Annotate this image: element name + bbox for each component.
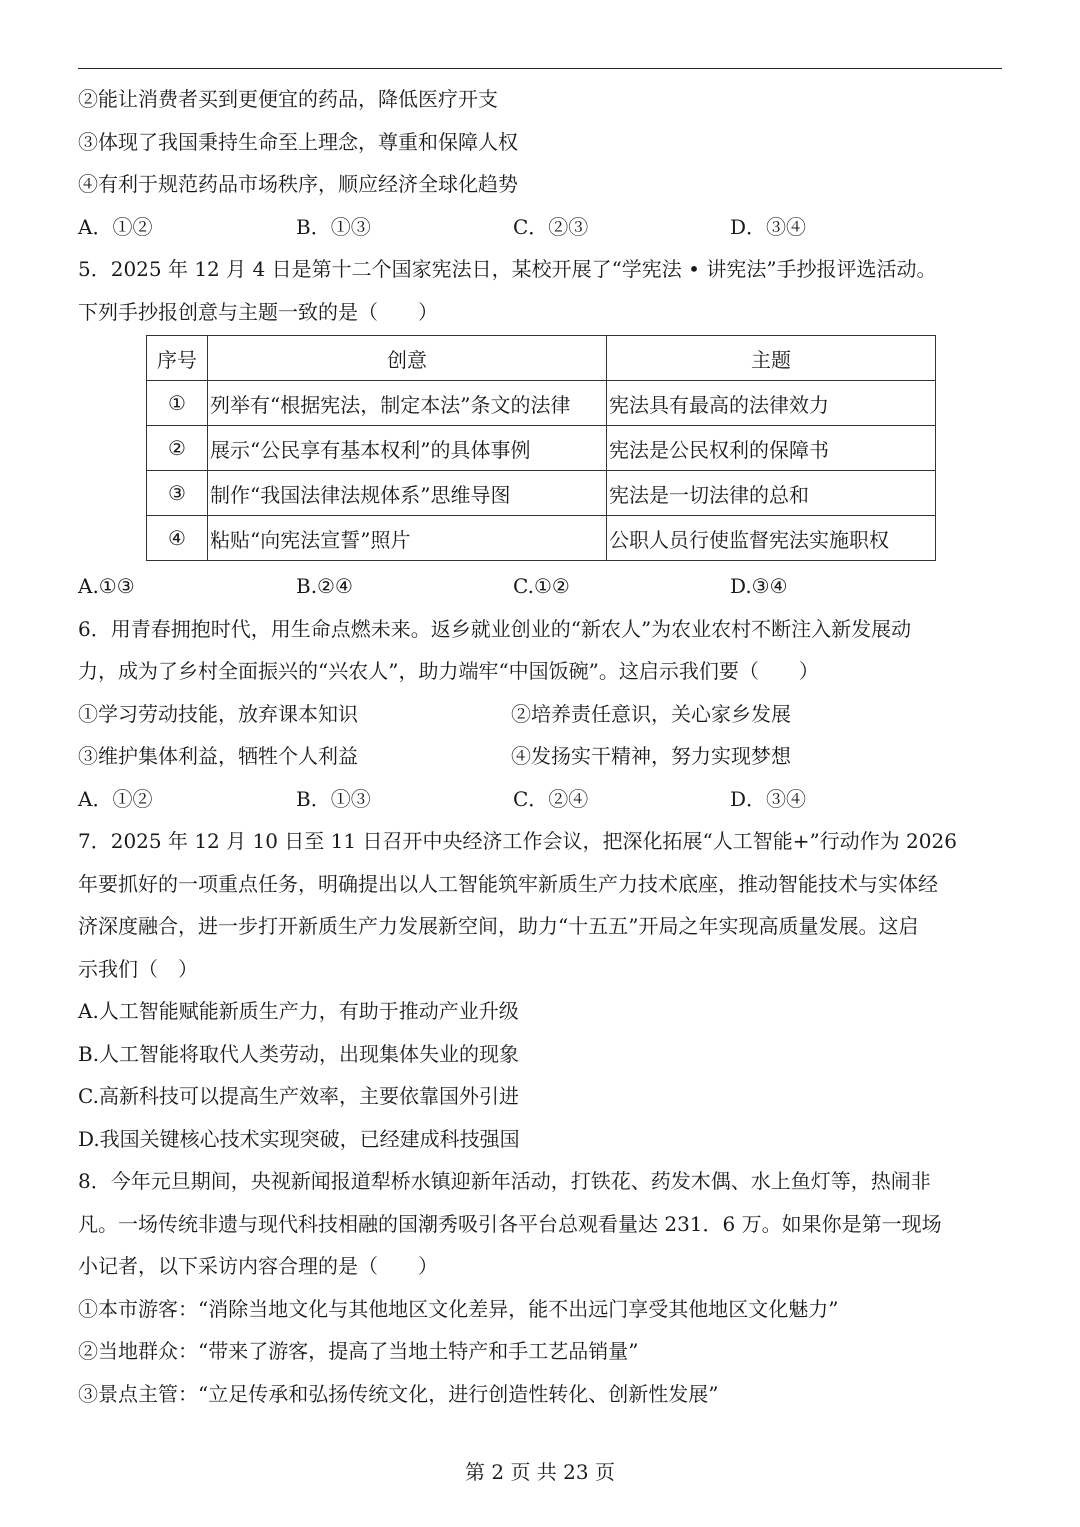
q4-choice: ③体现了我国秉持生命至上理念，尊重和保障人权 [78, 129, 518, 154]
q7-stem: 示我们（ ） [78, 956, 198, 981]
q7-option-d[interactable]: D.我国关键核心技术实现突破，已经建成科技强国 [78, 1126, 520, 1151]
header-rule [78, 68, 1002, 69]
q6-stem: 力，成为了乡村全面振兴的“兴农人”，助力端牢“中国饭碗”。这启示我们要（ ） [78, 659, 819, 683]
q5-option-a[interactable]: A.①③ [78, 574, 135, 598]
table-row [147, 516, 936, 561]
q4-option-d[interactable]: D．③④ [730, 214, 807, 239]
q6-choice-4: ④发扬实干精神，努力实现梦想 [511, 744, 791, 768]
q6-stem: 6．用青春拥抱时代，用生命点燃未来。返乡就业创业的“新农人”为农业农村不断注入新发展动 [78, 616, 912, 641]
q6-choices [78, 735, 1008, 778]
page-content [78, 78, 1008, 1415]
table-cell: ④ [147, 516, 208, 561]
q8-stem: 8．今年元旦期间，央视新闻报道犁桥水镇迎新年活动，打铁花、药发木偶、水上鱼灯等，热闹非 [78, 1169, 931, 1193]
q4-options [78, 206, 1008, 249]
q7-stem: 年要抓好的一项重点任务，明确提出以人工智能筑牢新质生产力技术底座，推动智能技术与实体经 [78, 871, 938, 896]
q4-choice: ②能让消费者买到更便宜的药品，降低医疗开支 [78, 87, 498, 111]
q8-stem: 小记者，以下采访内容合理的是（ ） [78, 1254, 438, 1278]
table-cell: ① [147, 381, 208, 426]
table-row [147, 381, 936, 426]
q5-table-wrap [146, 335, 1008, 561]
q7-option-a[interactable]: A.人工智能赋能新质生产力，有助于推动产业升级 [78, 999, 519, 1023]
q7-option-c[interactable]: C.高新科技可以提高生产效率，主要依靠国外引进 [78, 1084, 519, 1108]
q8-choice-2: ②当地群众：“带来了游客，提高了当地土特产和手工艺品销量” [78, 1339, 639, 1363]
q5-option-b[interactable]: B.②④ [296, 574, 353, 598]
table-cell: 宪法是公民权利的保障书 [607, 426, 936, 471]
q6-option-b[interactable]: B．①③ [296, 786, 371, 811]
q5-stem: 5．2025 年 12 月 4 日是第十二个国家宪法日，某校开展了“学宪法 • 讲宪法”手抄报评选活动。 [78, 257, 937, 281]
table-cell: 公职人员行使监督宪法实施职权 [607, 516, 936, 561]
q8-choice-1: ①本市游客：“消除当地文化与其他地区文化差异，能不出远门享受其他地区文化魅力” [78, 1296, 839, 1321]
table-cell: 展示“公民享有基本权利”的具体事例 [208, 426, 607, 471]
table-header: 主题 [607, 336, 936, 381]
q4-choice: ④有利于规范药品市场秩序，顺应经济全球化趋势 [78, 172, 518, 196]
q7-option-b[interactable]: B.人工智能将取代人类劳动，出现集体失业的现象 [78, 1041, 520, 1066]
table-cell: ② [147, 426, 208, 471]
q4-option-a[interactable]: A．①② [78, 214, 153, 239]
q4-option-b[interactable]: B．①③ [296, 214, 371, 239]
table-cell: 宪法具有最高的法律效力 [607, 381, 936, 426]
q4-option-c[interactable]: C．②③ [513, 214, 589, 239]
q7-stem: 7．2025 年 12 月 10 日至 11 日召开中央经济工作会议，把深化拓展“人工智能+”行动作为 2026 [78, 829, 957, 853]
q5-table [146, 335, 936, 561]
q6-choices [78, 693, 1008, 736]
q6-option-a[interactable]: A．①② [78, 786, 153, 811]
table-cell: ③ [147, 471, 208, 516]
q6-choice-1: ①学习劳动技能，放弃课本知识 [78, 701, 358, 726]
q8-choice-3: ③景点主管：“立足传承和弘扬传统文化，进行创造性转化、创新性发展” [78, 1381, 719, 1406]
q6-option-d[interactable]: D．③④ [730, 786, 807, 811]
q6-options [78, 778, 1008, 821]
table-row [147, 471, 936, 516]
q5-option-c[interactable]: C.①② [513, 574, 570, 598]
q6-option-c[interactable]: C．②④ [513, 786, 589, 811]
q6-choice-3: ③维护集体利益，牺牲个人利益 [78, 744, 358, 768]
table-row [147, 426, 936, 471]
table-header: 序号 [147, 336, 208, 381]
q7-stem: 济深度融合，进一步打开新质生产力发展新空间，助力“十五五”开局之年实现高质量发展。这启 [78, 914, 919, 938]
q6-choice-2: ②培养责任意识，关心家乡发展 [511, 701, 791, 726]
page-number-footer: 第 2 页 共 23 页 [465, 1460, 615, 1484]
table-cell: 制作“我国法律法规体系”思维导图 [208, 471, 607, 516]
table-cell: 列举有“根据宪法，制定本法”条文的法律 [208, 381, 607, 426]
q5-stem: 下列手抄报创意与主题一致的是（ ） [78, 299, 438, 324]
table-header: 创意 [208, 336, 607, 381]
table-cell: 粘贴“向宪法宣誓”照片 [208, 516, 607, 561]
q5-option-d[interactable]: D.③④ [730, 574, 788, 598]
table-cell: 宪法是一切法律的总和 [607, 471, 936, 516]
q5-options [78, 565, 1008, 608]
table-header-row [147, 336, 936, 381]
q8-stem: 凡。一场传统非遗与现代科技相融的国潮秀吸引各平台总观看量达 231．6 万。如果你是第一现场 [78, 1211, 942, 1236]
